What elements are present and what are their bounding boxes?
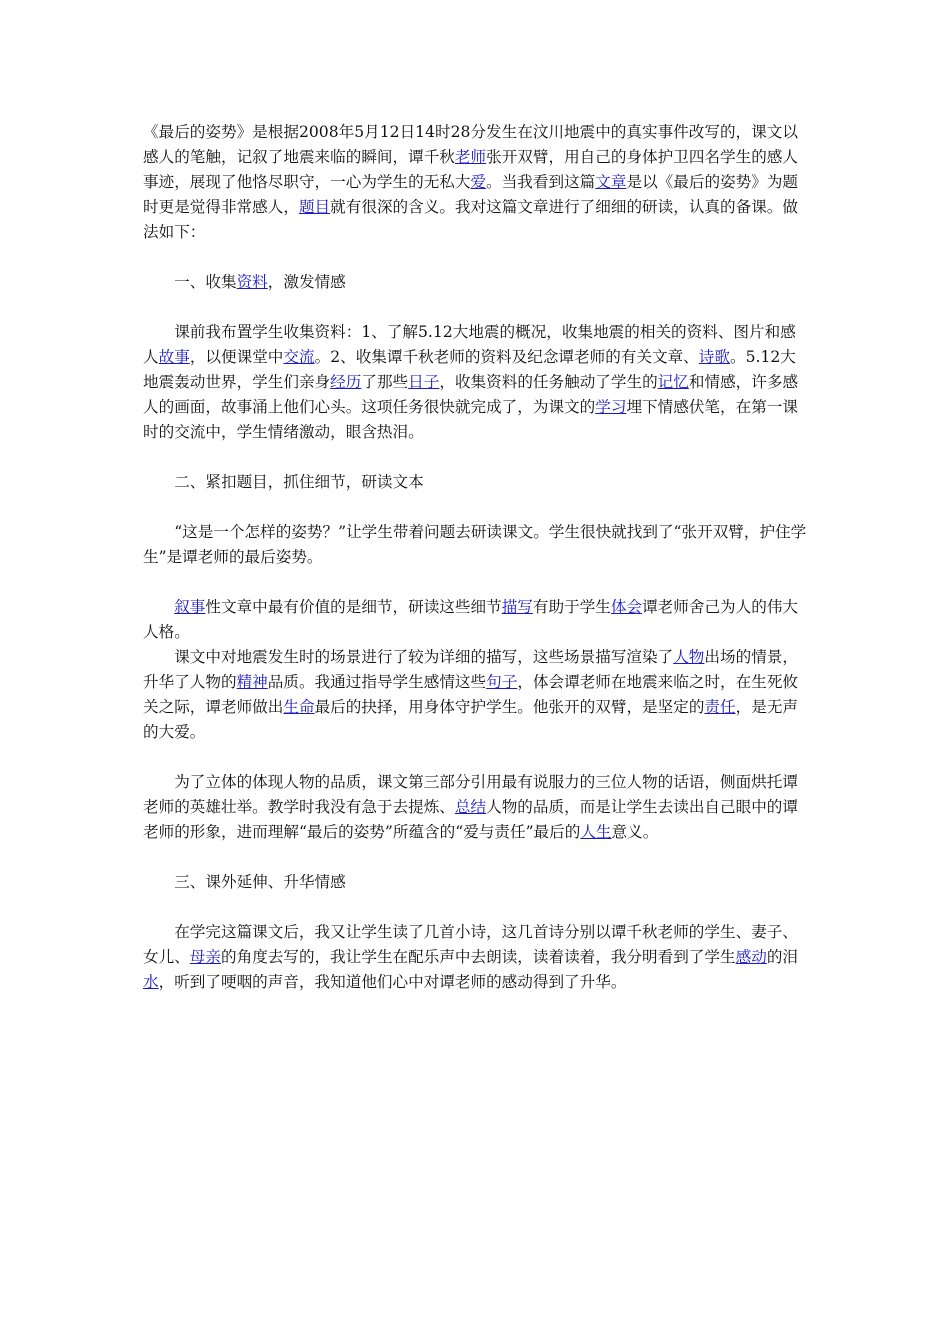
keyword-link[interactable]: 水 bbox=[143, 973, 159, 991]
keyword-link[interactable]: 体会 bbox=[610, 598, 643, 616]
keyword-link[interactable]: 经历 bbox=[330, 373, 362, 391]
text-run: 意义。 bbox=[611, 823, 659, 841]
text-run: 的角度去写的，我让学生在配乐声中去朗读，读着读着，我分明看到了学生 bbox=[221, 948, 736, 966]
text-run: ，以便课堂中 bbox=[189, 348, 284, 366]
keyword-link[interactable]: 爱 bbox=[470, 173, 487, 191]
text-run: ，体会谭老师在地震来临之时，在生死攸关之际，谭老师做出 bbox=[143, 673, 799, 716]
paragraph-spacer bbox=[143, 245, 808, 270]
text-run: 三、课外延伸、升华情感 bbox=[174, 873, 346, 891]
paragraph bbox=[143, 520, 808, 570]
section-heading bbox=[143, 270, 808, 295]
keyword-link[interactable]: 人物 bbox=[673, 648, 705, 666]
paragraph bbox=[143, 645, 808, 745]
section-heading bbox=[143, 470, 808, 495]
text-run: 是以《最后的姿势》为题时更是觉得非常感人， bbox=[143, 173, 799, 216]
keyword-link[interactable]: 故事 bbox=[158, 348, 190, 366]
keyword-link[interactable]: 总结 bbox=[454, 798, 487, 816]
text-run: ，收集资料的任务触动了学生的 bbox=[439, 373, 658, 391]
text-run: ，是无声的大爱。 bbox=[143, 698, 799, 741]
keyword-link[interactable]: 人生 bbox=[580, 823, 612, 841]
keyword-link[interactable]: 母亲 bbox=[189, 948, 221, 966]
text-run: 张开双臂，用自己的身体护卫四名学生的感人事迹，展现了他恪尽职守，一心为学生的无私大 bbox=[143, 148, 798, 191]
text-run: 有助于学生 bbox=[532, 598, 611, 616]
text-run: 。当我看到这篇 bbox=[486, 173, 596, 191]
keyword-link[interactable]: 老师 bbox=[454, 148, 487, 166]
text-run: 《最后的姿势》是根据2008年5月12日14时28分发生在汶川地震中的真实事件改写的，课文以感人的笔触，记叙了地震来临的瞬间，谭千秋 bbox=[143, 123, 798, 166]
text-run: 的泪 bbox=[766, 948, 799, 966]
text-run: 谭老师舍己为人的伟大人格。 bbox=[143, 598, 799, 641]
text-run: 一、收集 bbox=[174, 273, 237, 291]
text-run: 课文中对地震发生时的场景进行了较为详细的描写，这些场景描写渲染了 bbox=[174, 648, 674, 666]
text-run: 和情感，许多感人的画面，故事涌上他们心头。这项任务很快就完成了，为课文的 bbox=[143, 373, 799, 416]
paragraph bbox=[143, 320, 808, 445]
paragraph bbox=[143, 120, 808, 245]
text-run: ，听到了哽咽的声音，我知道他们心中对谭老师的感动得到了升华。 bbox=[158, 973, 627, 991]
keyword-link[interactable]: 日子 bbox=[408, 373, 440, 391]
text-run: 了那些 bbox=[361, 373, 409, 391]
paragraph bbox=[143, 595, 808, 645]
keyword-link[interactable]: 责任 bbox=[704, 698, 736, 716]
keyword-link[interactable]: 感动 bbox=[735, 948, 767, 966]
keyword-link[interactable]: 交流 bbox=[283, 348, 315, 366]
paragraph-spacer bbox=[143, 570, 808, 595]
text-run: 最后的抉择，用身体守护学生。他张开的双臂，是坚定的 bbox=[314, 698, 705, 716]
text-run: 。2、收集谭千秋老师的资料及纪念谭老师的有关文章、 bbox=[314, 348, 699, 366]
text-run: 出场的情景，升华了人物的 bbox=[143, 648, 798, 691]
text-run: ，激发情感 bbox=[267, 273, 346, 291]
text-run: 性文章中最有价值的是细节，研读这些细节 bbox=[205, 598, 502, 616]
paragraph-spacer bbox=[143, 895, 808, 920]
document-body bbox=[143, 120, 808, 995]
text-run: 。5.12大地震轰动世界，学生们亲身 bbox=[143, 348, 796, 391]
text-run: 为了立体的体现人物的品质，课文第三部分引用最有说服力的三位人物的话语，侧面烘托谭老师的英雄壮举。教学时我没有急于去提炼、 bbox=[143, 773, 798, 816]
keyword-link[interactable]: 题目 bbox=[298, 198, 331, 216]
text-run: 课前我布置学生收集资料：1、了解5.12大地震的概况，收集地震的相关的资料、图片和感人 bbox=[143, 323, 796, 366]
text-run: 二、紧扣题目，抓住细节，研读文本 bbox=[174, 473, 424, 491]
keyword-link[interactable]: 精神 bbox=[236, 673, 268, 691]
keyword-link[interactable]: 学习 bbox=[595, 398, 627, 416]
keyword-link[interactable]: 叙事 bbox=[174, 598, 206, 616]
paragraph-spacer bbox=[143, 445, 808, 470]
keyword-link[interactable]: 诗歌 bbox=[698, 348, 730, 366]
text-run: 品质。我通过指导学生感情这些 bbox=[267, 673, 487, 691]
text-run: “这是一个怎样的姿势？”让学生带着问题去研读课文。学生很快就找到了“张开双臂，护住学生”是谭老师的最后姿势。 bbox=[143, 523, 807, 566]
paragraph-spacer bbox=[143, 295, 808, 320]
text-run: 就有很深的含义。我对这篇文章进行了细细的研读，认真的备课。做法如下： bbox=[143, 198, 798, 241]
keyword-link[interactable]: 描写 bbox=[501, 598, 533, 616]
text-run: 人物的品质，而是让学生去读出自己眼中的谭老师的形象，进而理解“最后的姿势”所蕴含的“爱与责任”最后的 bbox=[143, 798, 798, 841]
text-run: 在学完这篇课文后，我又让学生读了几首小诗，这几首诗分别以谭千秋老师的学生、妻子、女儿、 bbox=[143, 923, 798, 966]
keyword-link[interactable]: 记忆 bbox=[657, 373, 689, 391]
paragraph-spacer bbox=[143, 495, 808, 520]
keyword-link[interactable]: 资料 bbox=[236, 273, 268, 291]
paragraph bbox=[143, 920, 808, 995]
keyword-link[interactable]: 文章 bbox=[595, 173, 627, 191]
paragraph-spacer bbox=[143, 845, 808, 870]
paragraph-spacer bbox=[143, 745, 808, 770]
keyword-link[interactable]: 生命 bbox=[283, 698, 315, 716]
keyword-link[interactable]: 句子 bbox=[486, 673, 518, 691]
paragraph bbox=[143, 770, 808, 845]
section-heading bbox=[143, 870, 808, 895]
text-run: 埋下情感伏笔，在第一课时的交流中，学生情绪激动，眼含热泪。 bbox=[143, 398, 798, 441]
